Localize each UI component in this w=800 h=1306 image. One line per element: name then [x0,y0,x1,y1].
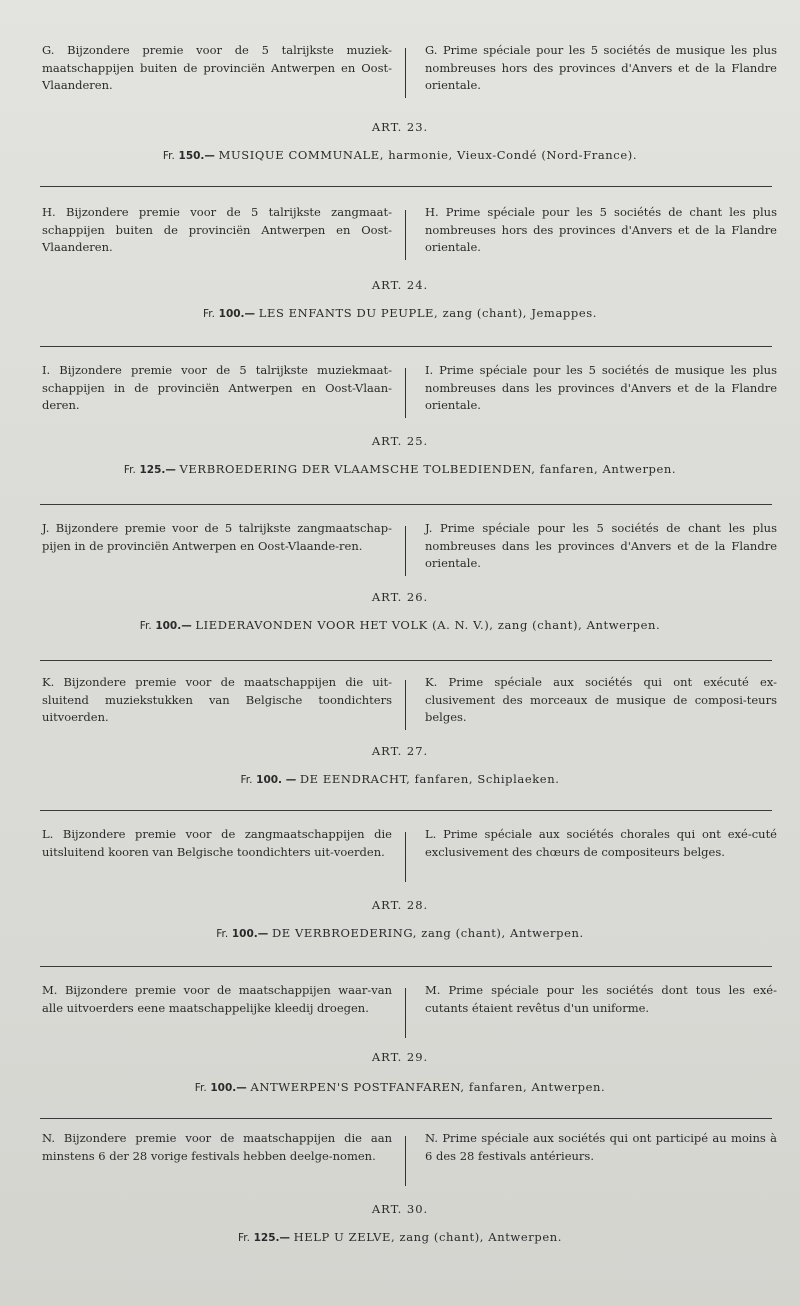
prize-line [0,148,800,162]
section-divider [40,504,772,505]
prize-recipient: LES ENFANTS DU PEUPLE, zang (chant), Jemappes. [258,306,597,320]
prize-line [0,1080,800,1094]
french-text: K. Prime spéciale aux sociétés qui ont exécuté ex-clusivement des morceaux de musique de composi-teurs belges. [425,675,777,724]
prize-recipient: HELP U ZELVE, zang (chant), Antwerpen. [293,1230,563,1244]
french-text: L. Prime spéciale aux sociétés chorales qui ont exé-cuté exclusivement des chœurs de compositeurs belges. [425,827,777,859]
prize-recipient: VERBROEDERING DER VLAAMSCHE TOLBEDIENDEN, fanfaren, Antwerpen. [179,462,677,476]
prize-recipient: ANTWERPEN'S POSTFANFAREN, fanfaren, Antwerpen. [250,1080,606,1094]
section-columns [0,362,800,422]
column-divider [405,1136,406,1186]
prize-amount: 100.— [218,308,256,320]
prize-amount: 100. — [256,774,297,786]
prize-recipient: MUSIQUE COMMUNALE, harmonie, Vieux-Condé (Nord-France). [218,148,638,162]
section-divider [40,346,772,347]
section-columns [0,1130,800,1190]
french-text: G. Prime spéciale pour les 5 sociétés de musique les plus nombreuses hors des provinces d'Anvers et de la Flandre orientale. [425,43,777,92]
section-k [0,674,800,786]
prize-line [0,926,800,940]
prize-amount: 125.— [139,464,176,476]
column-divider [405,48,406,98]
prize-amount: 100.— [210,1082,247,1094]
dutch-text: M. Bijzondere premie voor de maatschappijen waar-van alle uitvoerders eene maatschappelijke kleedij droegen. [42,983,392,1015]
dutch-text: L. Bijzondere premie voor de zangmaatschappijen die uitsluitend kooren van Belgische toondichters uit-voerden. [42,827,392,859]
section-l [0,826,800,940]
section-g [0,42,800,162]
section-columns [0,42,800,102]
currency-label: Fr. [123,464,136,476]
article-number: ART. 26. [371,590,429,604]
prize-amount: 100.— [155,620,192,632]
column-divider [405,526,406,576]
french-text: I. Prime spéciale pour les 5 sociétés de musique les plus nombreuses dans les provinces d'Anvers et de la Flandre orientale. [425,363,777,412]
article-number: ART. 25. [371,434,429,448]
article-number: ART. 23. [371,120,429,134]
dutch-text: N. Bijzondere premie voor de maatschappijen die aan minstens 6 der 28 vorige festivals hebben deelge-nomen. [42,1131,392,1163]
french-text: N. Prime spéciale aux sociétés qui ont participé au moins à 6 des 28 festivals antérieurs. [425,1131,777,1163]
article-number: ART. 29. [371,1050,429,1064]
dutch-text: J. Bijzondere premie voor de 5 talrijkste zangmaatschap-pijen in de provinciën Antwerpen en Oost-Vlaande-ren. [42,521,392,553]
section-n [0,1130,800,1244]
section-i [0,362,800,476]
section-h [0,204,800,320]
currency-label: Fr. [240,774,253,786]
section-j [0,520,800,632]
section-columns [0,674,800,734]
currency-label: Fr. [139,620,152,632]
section-divider [40,1118,772,1119]
section-columns [0,520,800,580]
article-number: ART. 30. [371,1202,429,1216]
dutch-text: G. Bijzondere premie voor de 5 talrijkste muziek-maatschappijen buiten de provinciën Antwerpen en Oost-Vlaanderen. [42,43,392,92]
dutch-text: I. Bijzondere premie voor de 5 talrijkste muziekmaat-schappijen in de provinciën Antwerpen en Oost-Vlaan-deren. [42,363,392,412]
french-text: J. Prime spéciale pour les 5 sociétés de chant les plus nombreuses dans les provinces d'Anvers et de la Flandre orientale. [425,521,777,570]
section-columns [0,826,800,886]
currency-label: Fr. [203,308,215,320]
dutch-text: K. Bijzondere premie voor de maatschappijen die uit-sluitend muziekstukken van Belgische toondichters uitvoerden. [42,675,392,724]
prize-recipient: DE VERBROEDERING, zang (chant), Antwerpen. [271,926,584,940]
currency-label: Fr. [162,150,175,162]
prize-amount: 150.— [178,150,215,162]
french-text: H. Prime spéciale pour les 5 sociétés de chant les plus nombreuses hors des provinces d'Anvers et de la Flandre orientale. [425,205,777,254]
prize-line [0,772,800,786]
column-divider [405,210,406,260]
article-number: ART. 24. [371,278,429,292]
prize-line [0,1230,800,1244]
article-number: ART. 28. [371,898,429,912]
article-number: ART. 27. [371,744,429,758]
section-m [0,982,800,1094]
column-divider [405,832,406,882]
prize-amount: 100.— [231,928,269,940]
prize-amount: 125.— [253,1232,291,1244]
column-divider [405,988,406,1038]
section-divider [40,966,772,967]
column-divider [405,680,406,730]
section-columns [0,204,800,264]
dutch-text: H. Bijzondere premie voor de 5 talrijkste zangmaat-schappijen buiten de provinciën Antwerpen en Oost-Vlaanderen. [42,205,392,254]
section-columns [0,982,800,1042]
currency-label: Fr. [237,1232,250,1244]
section-divider [40,186,772,187]
prize-recipient: DE EENDRACHT, fanfaren, Schiplaeken. [299,772,560,786]
column-divider [405,368,406,418]
section-divider [40,810,772,811]
prize-recipient: LIEDERAVONDEN VOOR HET VOLK (A. N. V.), zang (chant), Antwerpen. [195,618,661,632]
section-divider [40,660,772,661]
currency-label: Fr. [194,1082,207,1094]
prize-line [0,462,800,476]
prize-line [0,306,800,320]
french-text: M. Prime spéciale pour les sociétés dont tous les exé-cutants étaient revêtus d'un uniforme. [425,983,777,1015]
prize-line [0,618,800,632]
currency-label: Fr. [216,928,229,940]
